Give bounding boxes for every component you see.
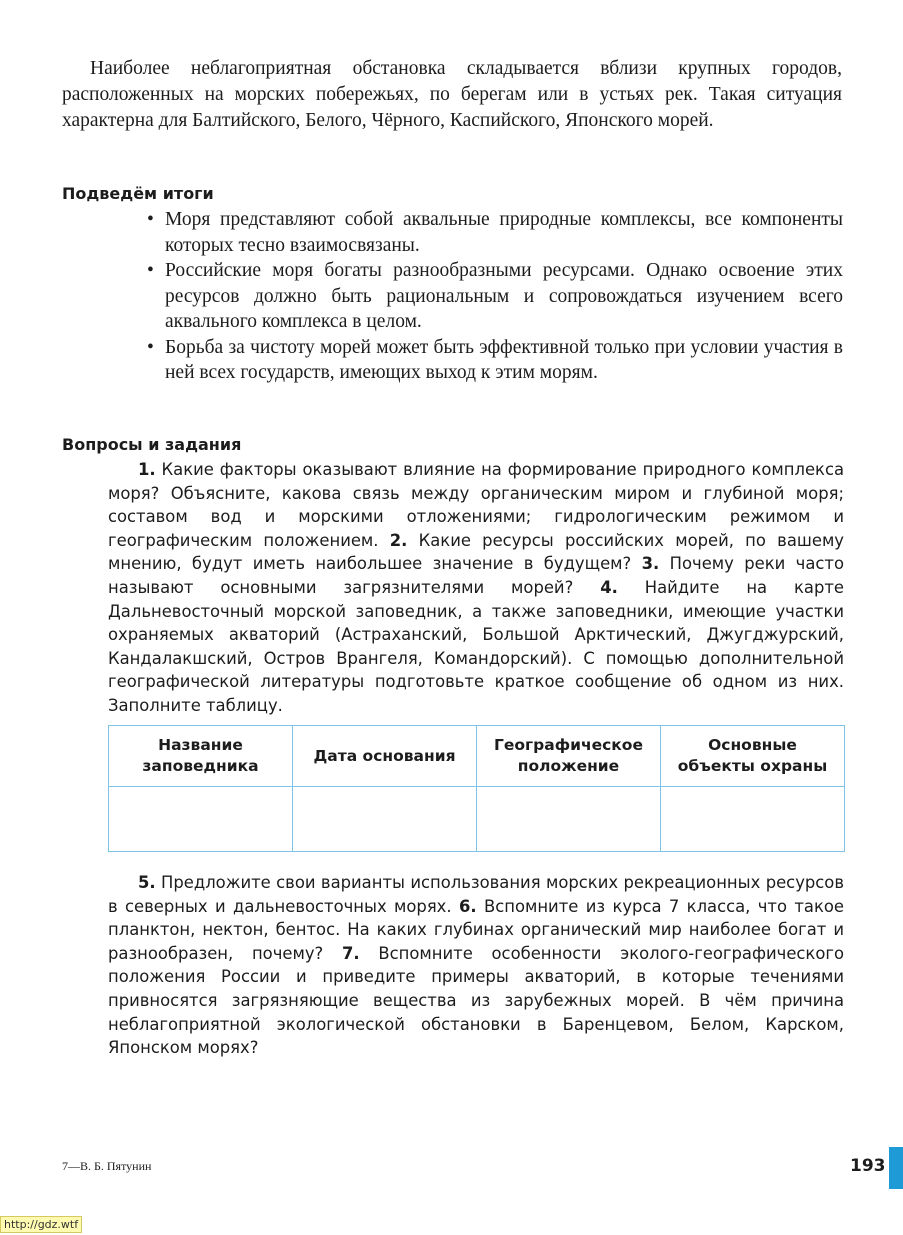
table-cell [661, 787, 845, 852]
table-header-cell: Географическое положение [477, 726, 661, 787]
question-text: Предложите свои варианты использования морских рекреационных ресурсов в северных и дальневосточных морях. [108, 873, 844, 916]
summary-item [145, 207, 843, 258]
page-number: 193 [850, 1156, 886, 1176]
summary-heading: Подведём итоги [62, 184, 214, 203]
question-number: 7. [342, 943, 360, 963]
summary-list [145, 207, 843, 386]
footer-author: 7—В. Б. Пятунин [62, 1159, 152, 1173]
bullet-icon: • [147, 260, 154, 281]
questions-block-1 [108, 458, 844, 718]
question-text: Вспомните из курса 7 класса, что такое планктон, нектон, бентос. На каких глубинах органический мир наиболее богат и разнообразен, почему? [108, 896, 844, 963]
bullet-icon: • [147, 336, 154, 358]
question-number: 6. [458, 896, 477, 916]
intro-paragraph: Наиболее неблагоприятная обстановка складывается вблизи крупных городов, расположенных на морских побережьях, по берегам или в устьях рек. Такая ситуация характерна для Балтийского, Белого, Чёрного, Каспийского, Японского морей. [62, 58, 842, 131]
question-text: Почему реки часто называют основными загрязнителями морей? [108, 554, 844, 597]
question-text: Вспомните особенности эколого-географического положения России и приведите примеры акваторий, в которые течениями привносятся загрязняющие вещества из зарубежных морей. В чём причина неблагоприятной экологической обстановки в Баренцевом, Белом, Карском, Японском морях? [108, 943, 844, 1058]
table-cell [293, 787, 477, 852]
summary-item [145, 335, 843, 386]
question-text: Найдите на карте Дальневосточный морской заповедник, а также заповедники, имеющие участки охраняемых акваторий (Астраханский, Большой Арктический, Джугджурский, Кандалакшский, Остров Врангеля, Командорский). С помощью дополнительной географической литературы подготовьте краткое сообщение об одном из них. Заполните таблицу. [108, 577, 844, 715]
reserve-table [108, 725, 845, 852]
question-number: 4. [600, 577, 618, 597]
table-header-row [109, 726, 845, 787]
table-cell [477, 787, 661, 852]
bullet-icon: • [147, 209, 154, 230]
table-header-cell: Основные объекты охраны [661, 726, 845, 787]
questions-heading: Вопросы и задания [62, 435, 242, 454]
summary-item-text: Моря представляют собой аквальные природные комплексы, все компоненты которых тесно взаимосвязаны. [165, 209, 843, 256]
summary-item [145, 258, 843, 335]
table-header-cell: Дата основания [293, 726, 477, 787]
questions-block-2 [108, 871, 844, 1060]
question-number: 1. [138, 460, 156, 479]
summary-item-text: Борьба за чистоту морей может быть эффективной только при условии участия в ней всех государств, имеющих выход к этим морям. [165, 336, 843, 383]
question-number: 5. [138, 873, 156, 892]
table-header-cell: Название заповедника [109, 726, 293, 787]
question-number: 2. [389, 530, 408, 550]
question-text: Какие факторы оказывают влияние на формирование природного комплекса моря? Объясните, какова связь между органическим миром и глубиной моря; составом вод и морскими отложениями; гидрологическим режимом и географическим положением. [108, 460, 844, 550]
summary-item-text: Российские моря богаты разнообразными ресурсами. Однако освоение этих ресурсов должно быть рациональным и сопровождаться изучением всего аквального комплекса в целом. [165, 260, 843, 332]
question-number: 3. [641, 554, 660, 574]
table-row [109, 787, 845, 852]
page-tab-marker [889, 1147, 903, 1189]
question-text: Какие ресурсы российских морей, по вашему мнению, будут иметь наибольшее значение в будущем? [108, 530, 845, 574]
table-cell [109, 787, 293, 852]
watermark-link[interactable]: http://gdz.wtf [0, 1216, 82, 1233]
